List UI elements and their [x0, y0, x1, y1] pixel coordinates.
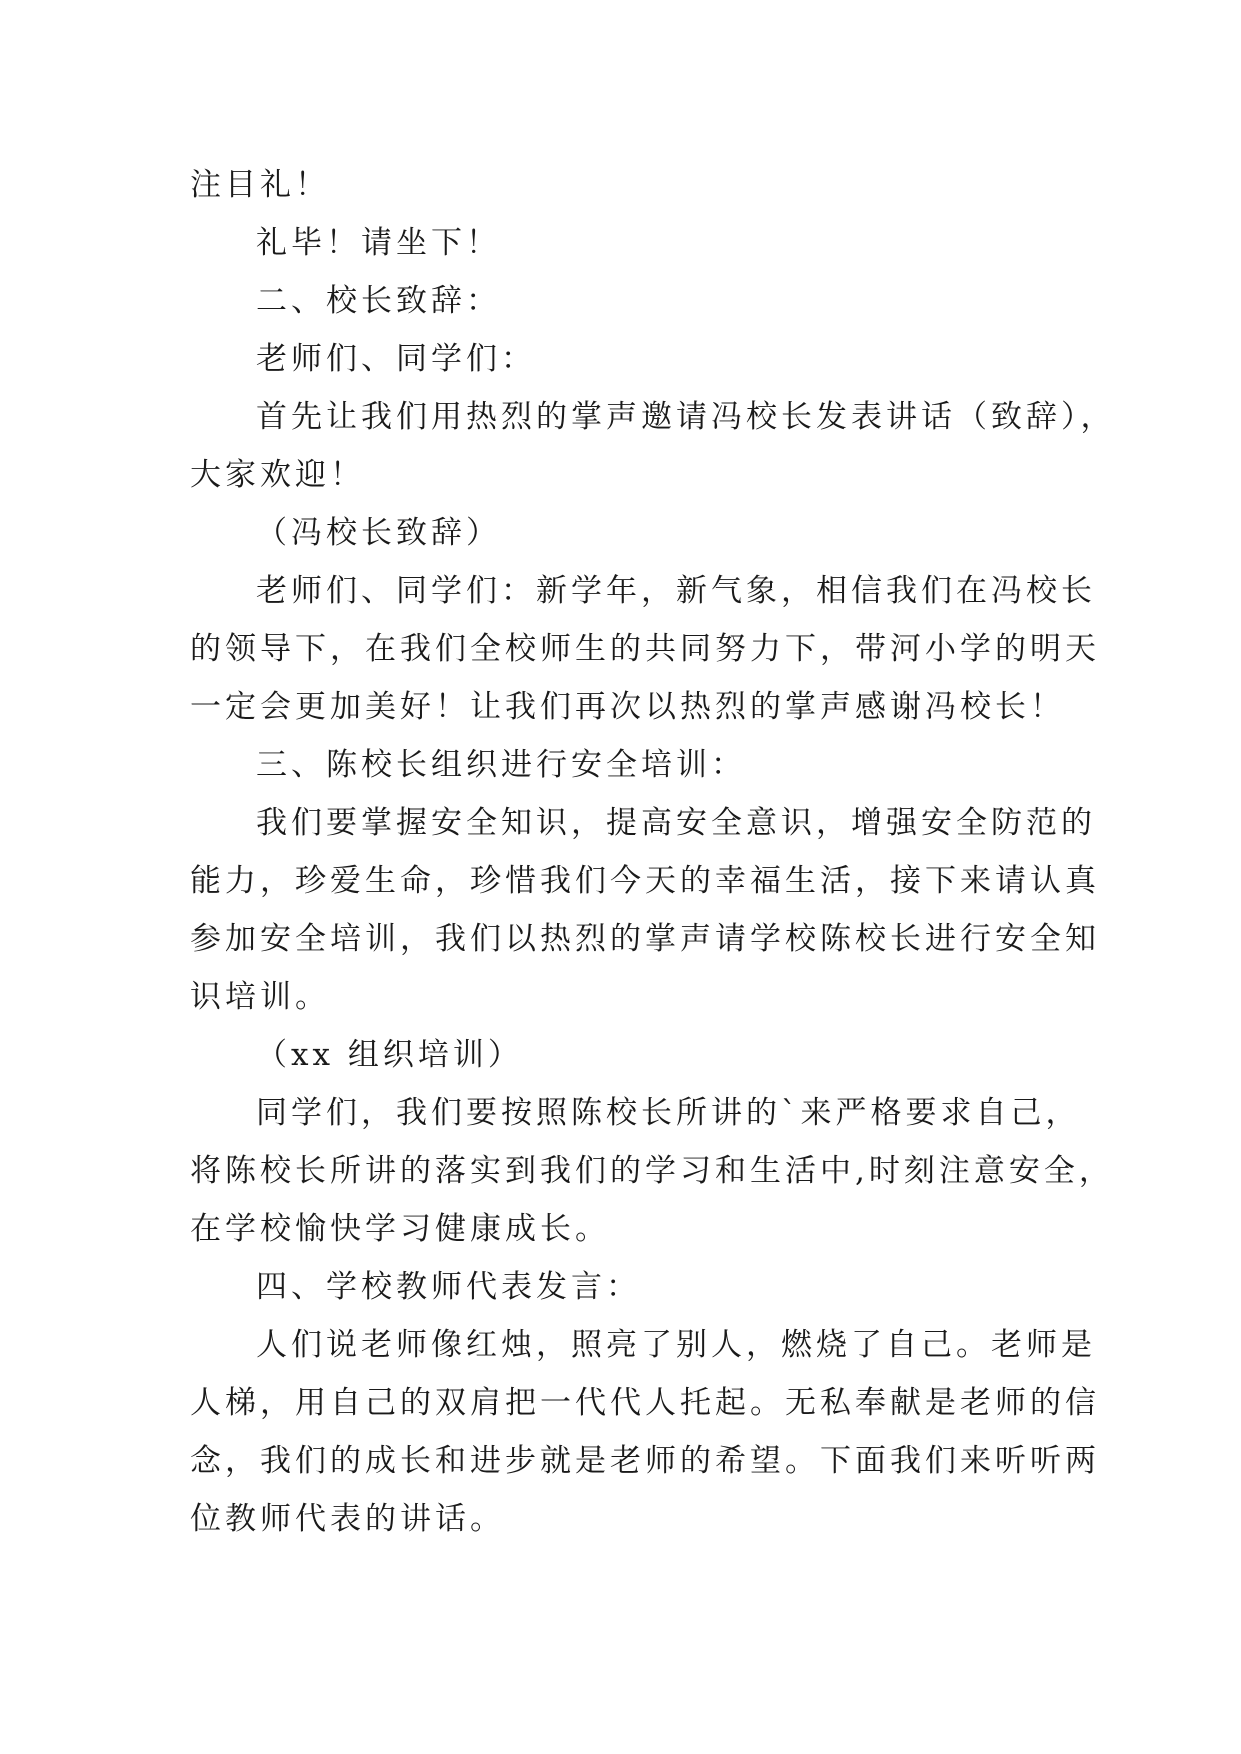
text-line: 将陈校长所讲的落实到我们的学习和生活中,时刻注意安全， — [190, 1153, 1114, 1189]
text-line: 的领导下，在我们全校师生的共同努力下，带河小学的明天 — [190, 631, 1100, 667]
text-line: 老师们、同学们：新学年，新气象，相信我们在冯校长 — [256, 573, 1096, 609]
section-heading — [190, 272, 1070, 330]
text-line: 识培训。 — [190, 979, 330, 1015]
text-line: 四、学校教师代表发言： — [256, 1269, 641, 1305]
paragraph — [190, 388, 1116, 504]
text-line: 二、校长致辞： — [256, 283, 501, 319]
text-line: 同学们，我们要按照陈校长所讲的`来严格要求自己， — [256, 1095, 1081, 1131]
document-body — [190, 156, 1116, 1548]
text-line: （xx 组织培训） — [256, 1037, 523, 1073]
text-line: 注目礼！ — [190, 167, 330, 203]
text-line: 三、陈校长组织进行安全培训： — [256, 747, 746, 783]
section-heading — [190, 1258, 1070, 1316]
text-line: 老师们、同学们： — [256, 341, 536, 377]
paragraph — [190, 1316, 1100, 1548]
text-line: 在学校愉快学习健康成长。 — [190, 1211, 610, 1247]
stage-note — [190, 504, 1070, 562]
paragraph — [190, 1084, 1114, 1258]
text-line: 我们要掌握安全知识，提高安全意识，增强安全防范的 — [256, 805, 1096, 841]
text-line: 人们说老师像红烛，照亮了别人，燃烧了自己。老师是 — [256, 1327, 1096, 1363]
stage-note — [190, 1026, 1070, 1084]
text-line: 能力，珍爱生命，珍惜我们今天的幸福生活，接下来请认真 — [190, 863, 1100, 899]
text-line: 念，我们的成长和进步就是老师的希望。下面我们来听听两 — [190, 1443, 1100, 1479]
text-line: 礼毕！请坐下！ — [256, 225, 501, 261]
paragraph — [190, 214, 1070, 272]
paragraph — [190, 330, 1070, 388]
text-line: 位教师代表的讲话。 — [190, 1501, 505, 1537]
paragraph — [190, 156, 1070, 214]
paragraph — [190, 562, 1100, 736]
text-line: 参加安全培训，我们以热烈的掌声请学校陈校长进行安全知 — [190, 921, 1100, 957]
text-line: 一定会更加美好！让我们再次以热烈的掌声感谢冯校长！ — [190, 689, 1065, 725]
text-line: （冯校长致辞） — [256, 515, 501, 551]
text-line: 首先让我们用热烈的掌声邀请冯校长发表讲话（致辞）， — [256, 399, 1116, 435]
paragraph — [190, 794, 1100, 1026]
text-line: 大家欢迎！ — [190, 457, 365, 493]
section-heading — [190, 736, 1070, 794]
text-line: 人梯，用自己的双肩把一代代人托起。无私奉献是老师的信 — [190, 1385, 1100, 1421]
